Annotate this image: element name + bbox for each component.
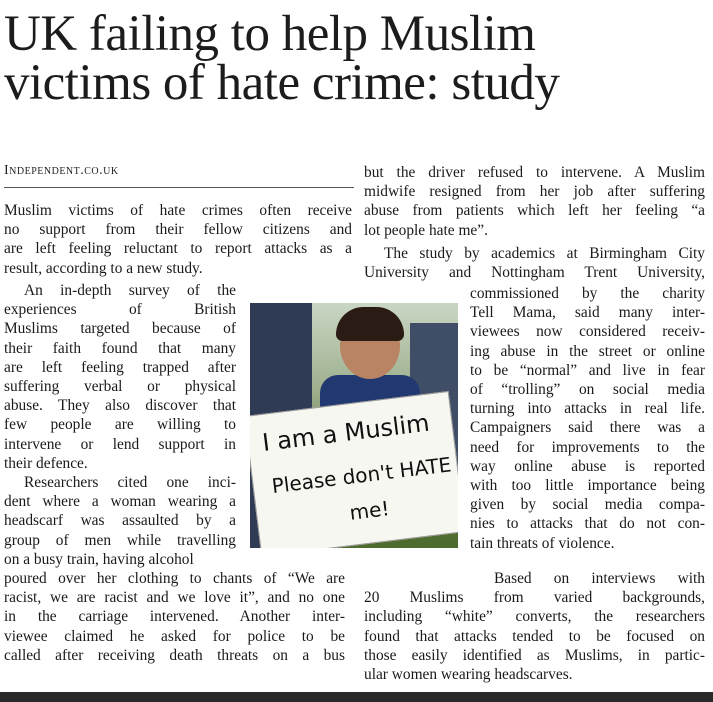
- text-line: called after receiving death threats on a bus: [4, 646, 345, 664]
- text-line: including “white” converts, the researchers: [364, 608, 705, 626]
- text-line: need for improvements to the: [470, 438, 705, 456]
- text-line: viewees now considered receiv-: [470, 323, 705, 341]
- text-line: viewee claimed he asked for police to be: [4, 627, 345, 645]
- text-line: abuse. They also discover that: [4, 397, 236, 415]
- text-line: their defence.: [4, 454, 88, 472]
- source-credit: Independent.co.uk: [4, 163, 119, 178]
- bottom-border: [0, 692, 713, 702]
- text-line: of “trolling” on social media: [470, 381, 705, 399]
- text-line: with too little importance being: [470, 477, 705, 495]
- source-divider: [4, 187, 354, 188]
- text-line: headscarf was assaulted by a: [4, 512, 236, 530]
- text-line: racist, we are racist and we love it”, and no one: [4, 589, 345, 607]
- text-line: way online abuse is reported: [470, 457, 705, 475]
- child-hair: [336, 307, 404, 341]
- col2-para2-top: [364, 244, 705, 282]
- article-photo: [250, 303, 458, 548]
- text-line: University and Nottingham Trent University,: [364, 264, 705, 282]
- text-line: Researchers cited one inci-: [24, 474, 236, 491]
- col2-para2-narrow: [470, 284, 705, 553]
- protest-sign: [250, 391, 458, 548]
- text-line: but the driver refused to intervene. A Muslim: [364, 164, 705, 181]
- col1-para2: [4, 281, 236, 473]
- text-line: are left feeling trapped after: [4, 358, 236, 376]
- text-line: given by social media compa-: [470, 496, 705, 514]
- text-line: tain threats of violence.: [470, 534, 615, 552]
- text-line: Muslims targeted because of: [4, 320, 236, 338]
- headline-line-1: UK failing to help Muslim: [4, 6, 536, 62]
- text-line: are left feeling reluctant to report attacks as a: [4, 240, 352, 258]
- text-line: An in-depth survey of the: [24, 282, 236, 299]
- text-line: ing abuse in the street or online: [470, 342, 705, 360]
- text-line: no support from their fellow citizens and: [4, 221, 352, 239]
- text-line: on a busy train, having alcohol: [4, 550, 194, 568]
- text-line: group of men while travelling: [4, 531, 236, 549]
- text-line: poured over her clothing to chants of “We are: [4, 570, 345, 587]
- sign-text-line-1: I am a Muslim: [260, 408, 431, 457]
- col1-para3: [4, 473, 236, 569]
- headline: [4, 6, 704, 111]
- text-line: nies to attacks that do not con-: [470, 515, 705, 533]
- text-line: ular women wearing headscarves.: [364, 666, 573, 684]
- sign-text-line-2: Please don't HATE: [270, 452, 453, 499]
- text-line: few people are willing to: [4, 416, 236, 434]
- text-line: in the carriage intervened. Another inter-: [4, 608, 345, 626]
- text-line: commissioned by the charity: [470, 285, 705, 302]
- text-line: suffering verbal or physical: [4, 378, 236, 396]
- text-line: experiences of British: [4, 301, 236, 319]
- text-line: 20 Muslims from varied backgrounds,: [364, 589, 705, 607]
- text-line: their faith found that many: [4, 339, 236, 357]
- text-line: to be “normal” and live in fear: [470, 361, 705, 379]
- text-line: turning into attacks in real life.: [470, 400, 705, 418]
- text-line: intervene or lend support in: [4, 435, 236, 453]
- headline-line-2: victims of hate crime: study: [4, 55, 560, 111]
- text-line: Muslim victims of hate crimes often receive: [4, 202, 352, 219]
- text-line: midwife resigned from her job after suffering: [364, 183, 705, 201]
- text-line: result, according to a new study.: [4, 259, 203, 277]
- text-line: those easily identified as Muslims, in partic-: [364, 646, 705, 664]
- sign-text-line-3: me!: [348, 496, 391, 525]
- text-line: found that attacks tended to be focused on: [364, 627, 705, 645]
- text-line: Campaigners said there was a: [470, 419, 705, 437]
- text-line: Tell Mama, said many inter-: [470, 304, 705, 322]
- text-line: Based on interviews with: [494, 570, 705, 587]
- text-line: The study by academics at Birmingham City: [384, 245, 705, 262]
- text-line: lot people hate me”.: [364, 221, 488, 239]
- col1-para3-wide: [4, 569, 345, 665]
- col1-para1: [4, 201, 352, 278]
- text-line: dent where a woman wearing a: [4, 493, 236, 511]
- col2-para3: [364, 569, 705, 684]
- text-line: abuse from patients which left her feeling “a: [364, 202, 705, 220]
- col2-para1: [364, 163, 705, 240]
